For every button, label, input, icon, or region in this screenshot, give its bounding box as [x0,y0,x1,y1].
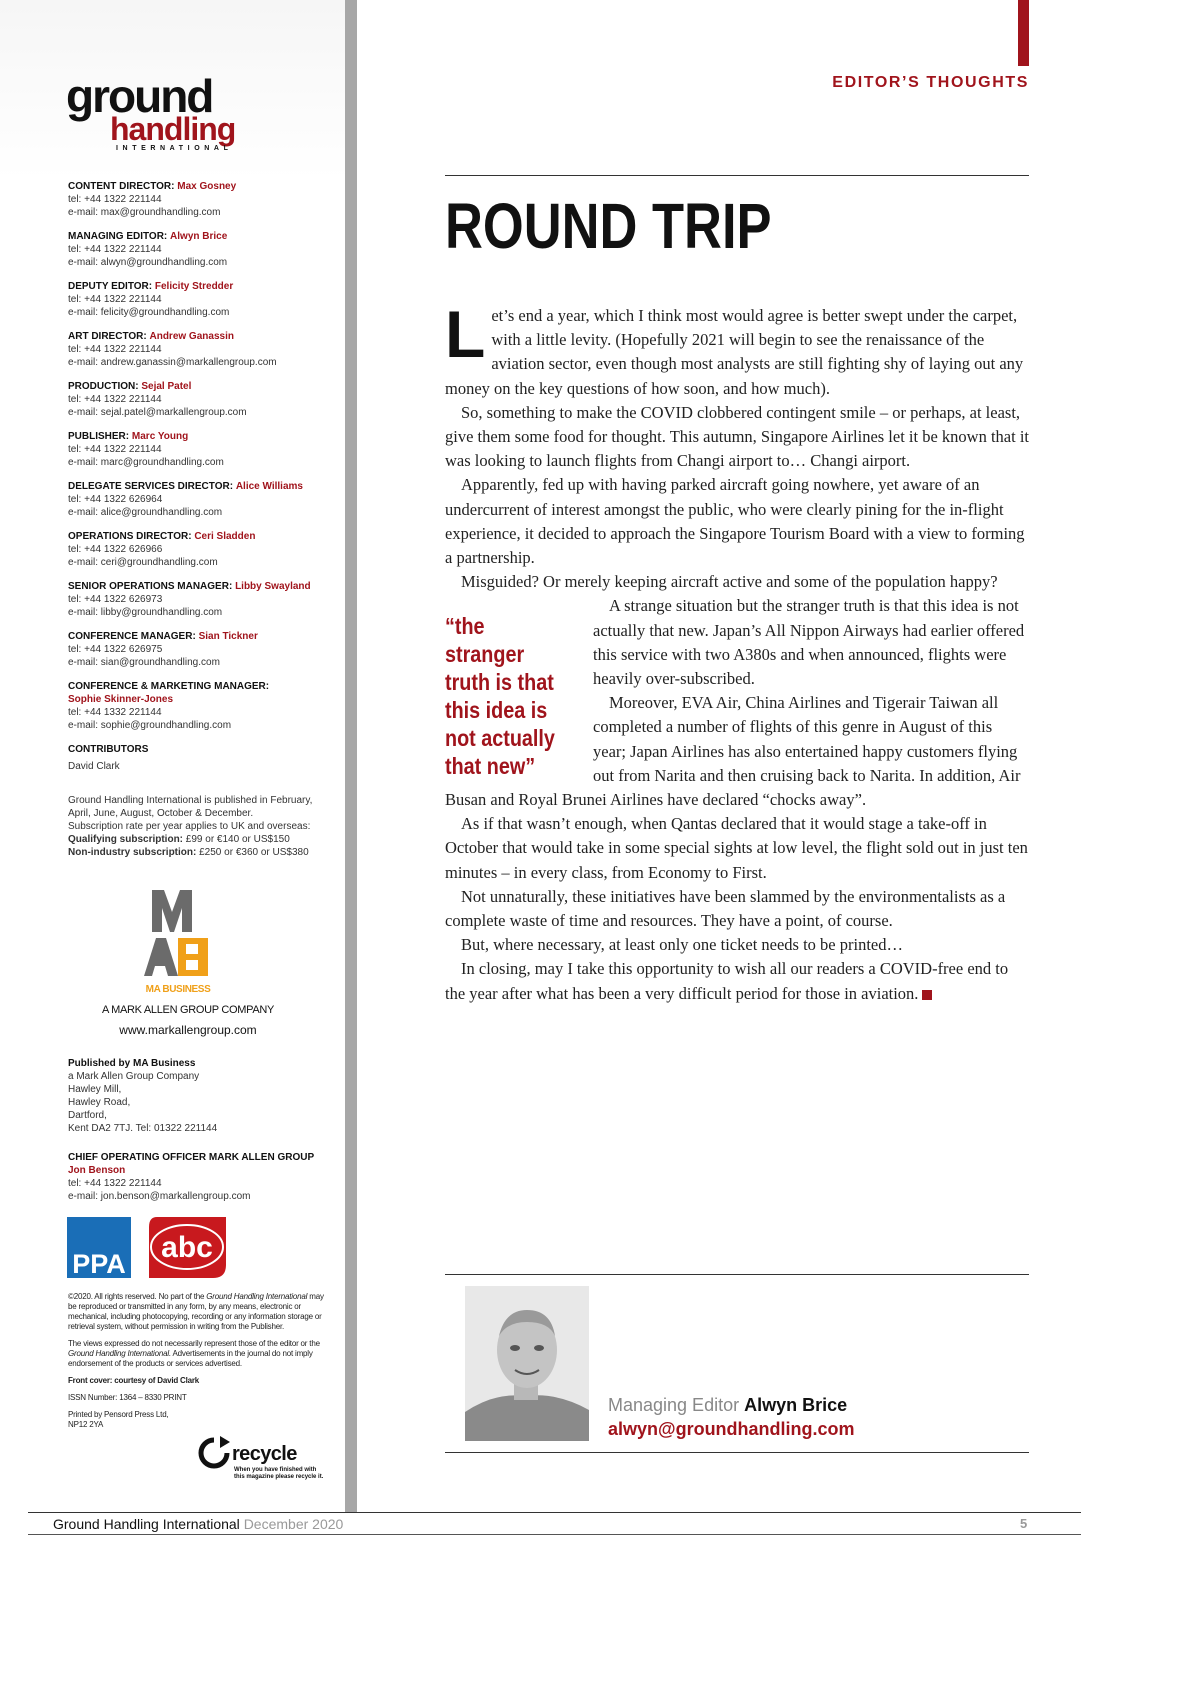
svg-text:abc: abc [161,1231,213,1264]
byline-top-rule [445,1274,1029,1275]
staff-entry: CONFERENCE MANAGER: Sian Tickner tel: +44 1322 626975 e-mail: sian@groundhandling.com [68,631,258,668]
byline-role: Managing Editor [608,1395,740,1415]
footer-title: Ground Handling International [53,1516,240,1532]
article-headline: ROUND TRIP [445,190,772,262]
staff-entry: DELEGATE SERVICES DIRECTOR: Alice Williams tel: +44 1322 626964 e-mail: alice@groundhandling.com [68,481,303,518]
end-of-article-mark [922,990,932,1000]
editor-portrait-photo [465,1286,589,1441]
recycle-logo [198,1436,338,1482]
coo-contact: CHIEF OPERATING OFFICER MARK ALLEN GROUP Jon Benson tel: +44 1322 221144 e-mail: jon.benson@markallengroup.com [68,1152,315,1202]
article-body [445,297,1029,1006]
article-paragraph: Not unnaturally, these initiatives have been slammed by the environmentalists as a complete waste of time and resources. They have a point, of course. [445,886,1006,931]
staff-entry: CONTENT DIRECTOR: Max Gosney tel: +44 1322 221144 e-mail: max@groundhandling.com [68,181,237,218]
article-paragraph: But, where necessary, at least only one ticket needs to be printed… [461,935,903,955]
footer-rule [28,1512,1081,1513]
svg-text:this magazine please recycle i: this magazine please recycle it. [234,1474,324,1480]
staff-entry: DEPUTY EDITOR: Felicity Stredder tel: +44 1322 221144 e-mail: felicity@groundhandling.com [68,281,234,318]
staff-entry: PRODUCTION: Sejal Patel tel: +44 1322 221144 e-mail: sejal.patel@markallengroup.com [68,381,247,418]
publication-info: Ground Handling International is published in February, April, June, August, October & December. Subscription rate per year applies to UK and overseas: Qualifying subscription: £99 or €140 or US$150 Non-industry subscription: £250 or €360 or US$380 [68,795,313,858]
article-paragraph: Let’s end a year, which I think most would agree is better swept under the carpet, with a little levity. (Hopefully 2021 will begin to see the renaissance of the aviation sector, even though most analysts are still fighting shy of laying out any money on the key questions of how soon, and how much). [445,297,1024,398]
byline-bottom-rule [445,1452,1029,1453]
article-paragraph: As if that wasn’t enough, when Qantas declared that it would stage a take-off in October that would take in some special sights at low level, the flight sold out in just ten minutes – in every class, from Economy to First. [445,814,1028,882]
staff-entry: OPERATIONS DIRECTOR: Ceri Sladden tel: +44 1322 626966 e-mail: ceri@groundhandling.com [68,531,256,568]
article-paragraph: A strange situation but the stranger truth is that this idea is not actually that new. Japan’s All Nippon Airways had earlier offered this service with two A380s and when announced, flights were heavily over-subscribed. [593,596,1025,689]
footer-date: December 2020 [243,1516,344,1532]
article-paragraph: Apparently, fed up with having parked aircraft going nowhere, yet aware of an undercurrent of interest amongst the public, who were clearly pining for the in-flight experience, it decided to approach the Singapore Tourism Board with a view to forming a partnership. [445,475,1025,568]
pull-quote: “the stranger truth is that this idea is not actually that new” [445,613,555,780]
article-paragraph: So, something to make the COVID clobbered contingent smile – or perhaps, at least, give them some food for thought. This autumn, Singapore Airlines let it be known that it was looking to launch flights from Changi airport to… Changi airport. [445,402,1029,471]
staff-entry: CONFERENCE & MARKETING MANAGER: Sophie Skinner-Jones tel: +44 1332 221144 e-mail: sophie@groundhandling.com [68,681,270,731]
svg-text:recycle: recycle [232,1443,297,1465]
article-paragraph: Moreover, EVA Air, China Airlines and Tigerair Taiwan all completed a number of flights of this genre in August of this year; Japan Airlines has also entertained happy customers flying out from Narita and then cruising back to Narita. In addition, Air Busan and Royal Brunei Airlines have declared “chocks away”. [445,693,1021,810]
gutter-divider [345,0,357,1512]
staff-entry: SENIOR OPERATIONS MANAGER: Libby Swayland tel: +44 1322 626973 e-mail: libby@groundhandling.com [68,581,311,618]
footer-publication [53,1516,343,1532]
mark-allen-company: A MARK ALLEN GROUP COMPANY [101,1004,275,1016]
footer-bottom-rule [28,1534,1081,1535]
staff-entry: ART DIRECTOR: Andrew Ganassin tel: +44 1322 221144 e-mail: andrew.ganassin@markallengroup.com [68,331,277,368]
mark-allen-url[interactable]: www.markallengroup.com [119,1023,257,1037]
svg-text:INTERNATIONAL: INTERNATIONAL [116,145,233,152]
staff-entry: MANAGING EDITOR: Alwyn Brice tel: +44 1322 221144 e-mail: alwyn@groundhandling.com [68,231,228,268]
svg-text:ground: ground [66,74,213,122]
section-label: EDITOR’S THOUGHTS [832,74,1029,91]
svg-text:When you have finished with: When you have finished with [234,1467,317,1473]
abc-logo [149,1217,226,1278]
page-number: 5 [1020,1516,1028,1531]
byline [608,1393,855,1441]
headline-top-rule [445,175,1029,176]
svg-text:PPA: PPA [72,1249,126,1278]
staff-directory [68,180,338,773]
copyright-notice: ©2020. All rights reserved. No part of the Ground Handling International may be reproduced or transmitted in any form, by any means, electronic or mechanical, including photocopying, recording or any information storage or retrieval system, without permission in writing from the Publisher. The views expressed do not necessarily represent those of the editor or the Ground Handling International. Advertisements in the journal do not imply endorsement of the products or services advertised. Front cover: courtesy of David Clark ISSN Number: 1364 – 8330 PRINT Printed by Pensord Press Ltd, NP12 2YA [68,1292,324,1429]
section-accent-bar [1018,0,1029,66]
byline-email[interactable]: alwyn@groundhandling.com [608,1419,855,1439]
svg-text:handling: handling [110,111,236,147]
article-paragraph: In closing, may I take this opportunity to wish all our readers a COVID-free end to the year after what has been a very difficult period for those in aviation. [445,959,1009,1003]
staff-entry: PUBLISHER: Marc Young tel: +44 1322 221144 e-mail: marc@groundhandling.com [68,431,224,468]
ma-business-logo [138,886,218,998]
ground-handling-logo [66,74,271,152]
byline-name: Alwyn Brice [744,1395,848,1415]
article-paragraph: Misguided? Or merely keeping aircraft active and some of the population happy? [461,572,998,592]
ppa-logo [67,1217,131,1278]
contributors-heading: CONTRIBUTORS [68,744,149,755]
contributor-name: David Clark [68,761,120,772]
published-by: Published by MA Business a Mark Allen Group Company Hawley Mill, Hawley Road, Dartford, Kent DA2 7TJ. Tel: 01322 221144 [68,1058,218,1134]
drop-cap: L [445,297,486,371]
svg-text:MA BUSINESS: MA BUSINESS [145,984,211,995]
